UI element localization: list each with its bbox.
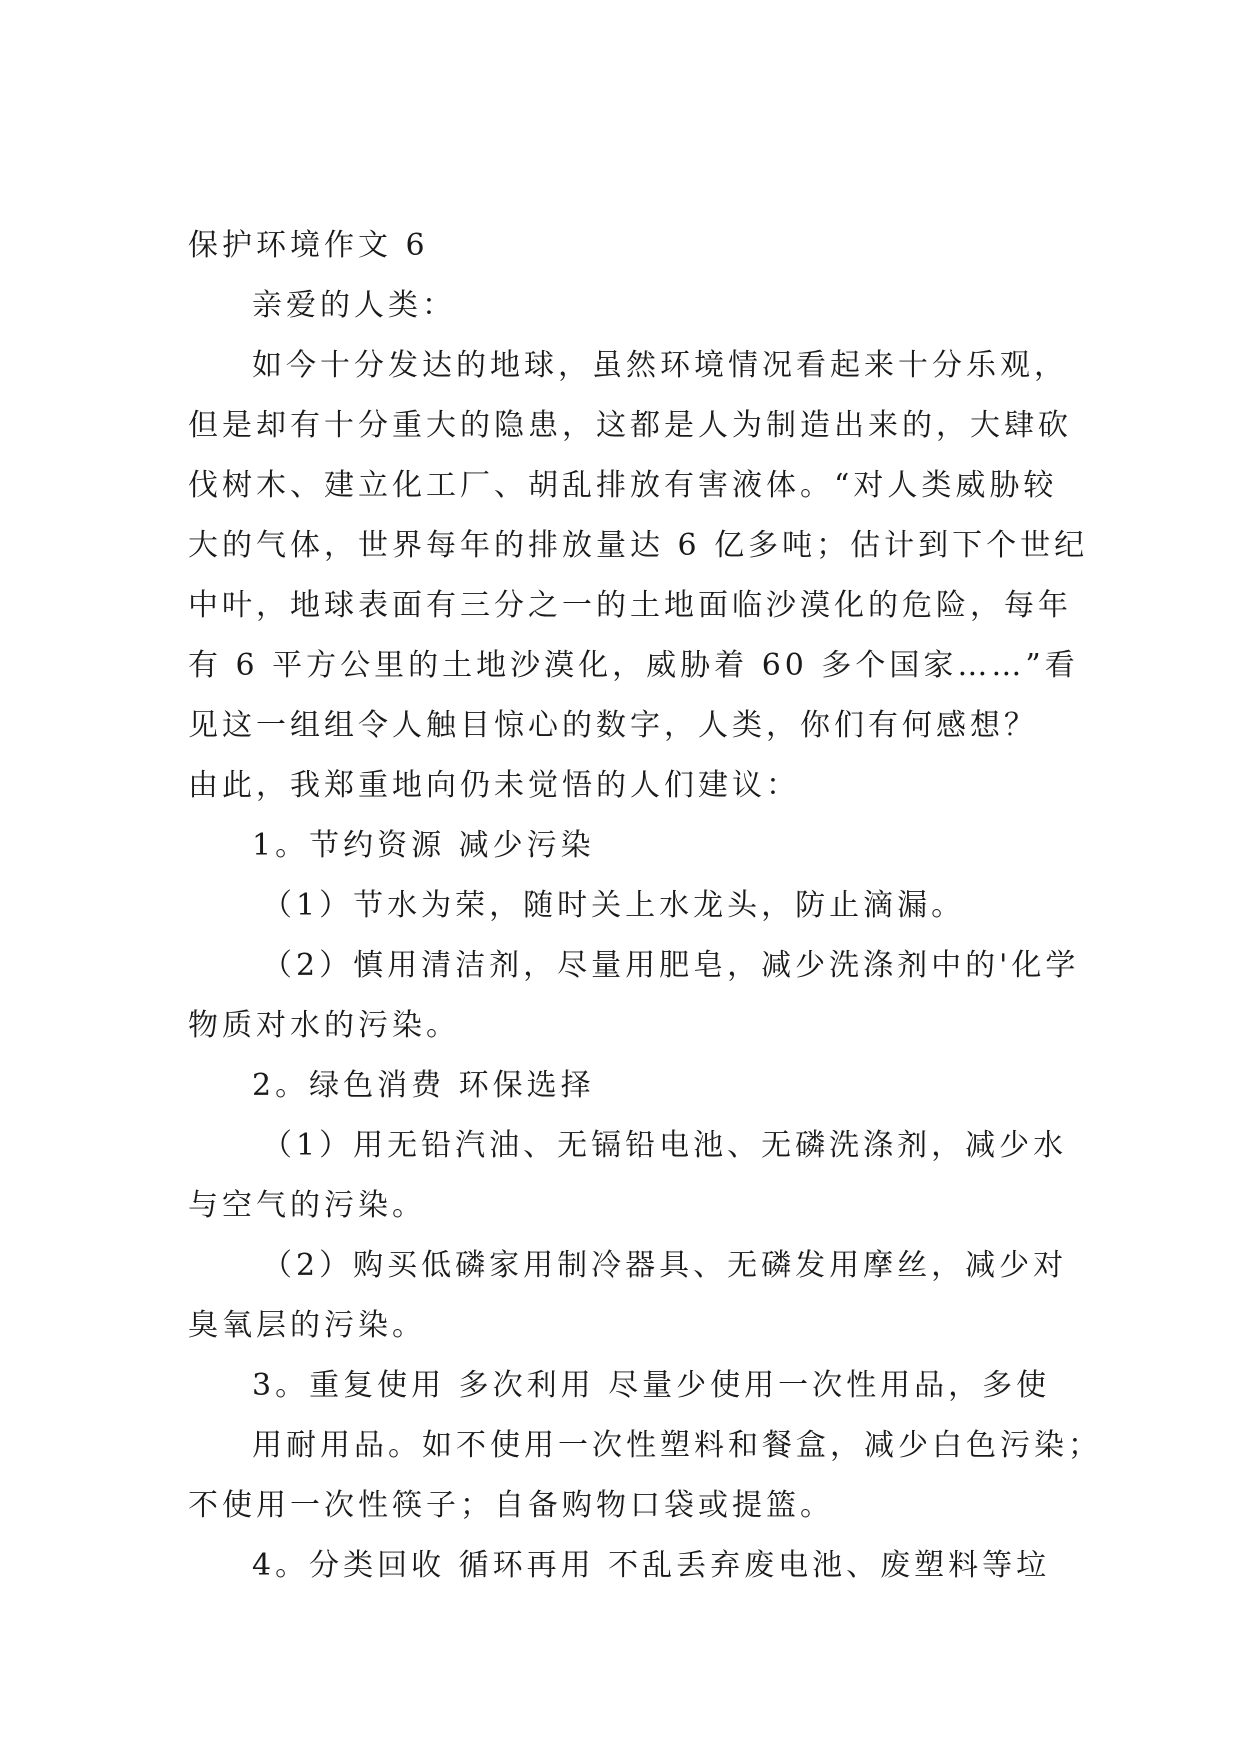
list-item: （1）用无铅汽油、无镉铅电池、无磷洗涤剂，减少水: [262, 1128, 1068, 1163]
list-item: （2）购买低磷家用制冷器具、无磷发用摩丝，减少对: [262, 1248, 1068, 1283]
salutation: 亲爱的人类：: [252, 288, 456, 323]
paragraph-line: 与空气的污染。: [188, 1188, 426, 1223]
paragraph-line: 物质对水的污染。: [188, 1008, 460, 1043]
list-item: （1）节水为荣，随时关上水龙头，防止滴漏。: [262, 888, 966, 923]
paragraph-line: 由此，我郑重地向仍未觉悟的人们建议：: [188, 768, 800, 803]
section-heading: 4。分类回收 循环再用 不乱丢弃废电池、废塑料等垃: [252, 1548, 1051, 1583]
paragraph-line: 但是却有十分重大的隐患，这都是人为制造出来的，大肆砍: [188, 408, 1072, 443]
paragraph-line: 大的气体，世界每年的排放量达 6 亿多吨；估计到下个世纪: [188, 528, 1089, 563]
paragraph-line: 见这一组组令人触目惊心的数字，人类，你们有何感想？: [188, 708, 1038, 743]
paragraph-line: 臭氧层的污染。: [188, 1308, 426, 1343]
paragraph-line: 用耐用品。如不使用一次性塑料和餐盒，减少白色污染；: [252, 1428, 1102, 1463]
paragraph-line: 如今十分发达的地球，虽然环境情况看起来十分乐观，: [252, 348, 1068, 383]
section-heading: 3。重复使用 多次利用 尽量少使用一次性用品，多使: [252, 1368, 1051, 1403]
list-item: （2）慎用清洁剂，尽量用肥皂，减少洗涤剂中的'化学: [262, 948, 1080, 983]
paragraph-line: 不使用一次性筷子；自备购物口袋或提篮。: [188, 1488, 834, 1523]
paragraph-line: 有 6 平方公里的土地沙漠化，威胁着 60 多个国家……”看: [188, 648, 1079, 683]
section-heading: 1。节约资源 减少污染: [252, 828, 595, 863]
section-heading: 2。绿色消费 环保选择: [252, 1068, 595, 1103]
paragraph-line: 中叶，地球表面有三分之一的土地面临沙漠化的危险，每年: [188, 588, 1072, 623]
document-title: 保护环境作文 6: [188, 228, 429, 263]
paragraph-line: 伐树木、建立化工厂、胡乱排放有害液体。“对人类威胁较: [188, 468, 1058, 503]
